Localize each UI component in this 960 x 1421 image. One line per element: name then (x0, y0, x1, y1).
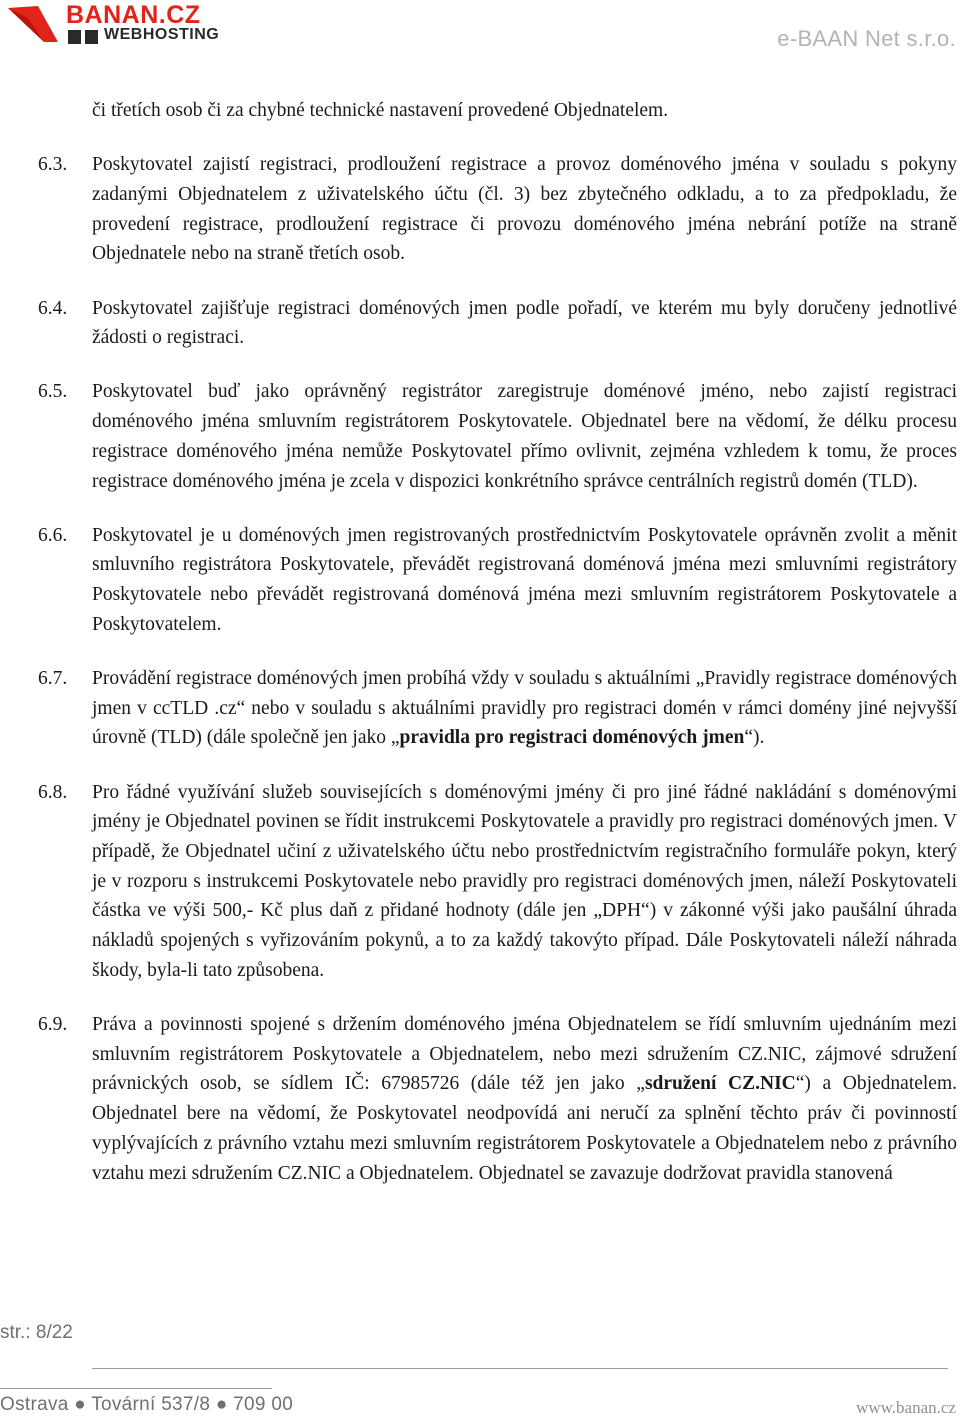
clause-text: Poskytovatel zajistí registraci, prodloužení registrace a provoz doménového jména v souladu s pokyny zadanými Objednatelem z uživatelského účtu (čl. 3) bez zbytečného odkladu, a to za předpokladu, že provedení registrace, prodloužení registrace či provozu doménového jména nebrání potíže na straně Objednatele nebo na straně třetích osob. (92, 154, 957, 265)
logo-subtitle: WEBHOSTING (104, 26, 220, 43)
clause-text-part: “). (744, 727, 765, 749)
clause-6-5 (0, 377, 960, 496)
footer-address: Ostrava ● Tovární 537/8 ● 709 00 (0, 1394, 294, 1415)
footer-rule (92, 1368, 948, 1369)
clause-text (92, 664, 957, 753)
footer-website: www.banan.cz (856, 1398, 956, 1417)
footer-divider (0, 1388, 272, 1389)
logo-brand-text: BANAN.CZ (66, 1, 201, 29)
clause-text: Poskytovatel buď jako oprávněný registrátor zaregistruje doménové jméno, nebo zajistí registraci doménového jména smluvním registrátorem Poskytovatele. Objednatel bere na vědomí, že délku procesu registrace doménového jména nemůže Poskytovatel přímo ovlivnit, zejména vzhledem k tomu, že proces registrace doménového jména je zcela v dispozici konkrétního správce centrálních registrů domén (TLD). (92, 381, 957, 492)
clause-text: Poskytovatel zajišťuje registraci doménových jmen podle pořadí, ve kterém mu byly doručeny jednotlivé žádosti o registraci. (92, 297, 957, 349)
clause-6-8 (0, 778, 960, 986)
clause-6-7 (0, 664, 960, 753)
clause-number: 6.3. (38, 154, 68, 176)
clause-number: 6.7. (38, 668, 68, 690)
clause-text-part: Práva a povinnosti spojené s držením doménového jména Objednatelem se řídí smluvním ujednáním mezi smluvním registrátorem Poskytovatele a Objednatelem, nebo mezi sdružením CZ.NIC, zájmové sdružení právnických osob, se sídlem IČ: 67985726 (dále též jen jako „ (92, 1014, 957, 1095)
clause-6-9 (0, 1010, 960, 1188)
logo-bars-icon (68, 30, 100, 44)
banana-icon (4, 2, 62, 44)
page-number: str.: 8/22 (0, 1322, 73, 1343)
clause-number: 6.4. (38, 297, 68, 319)
continuation-paragraph (0, 96, 960, 126)
banan-logo (4, 2, 244, 46)
defined-term: sdružení CZ.NIC (644, 1073, 796, 1095)
clause-number: 6.6. (38, 524, 68, 546)
clause-number: 6.8. (38, 781, 68, 803)
defined-term: pravidla pro registraci doménových jmen (399, 727, 745, 749)
clause-6-6 (0, 521, 960, 640)
clause-number: 6.9. (38, 1014, 68, 1036)
clause-text-part: “) a Objednatelem. Objednatel bere na vědomí, že Poskytovatel neodpovídá ani neručí za splnění těchto práv či povinností vyplývajících z právního vztahu mezi smluvním registrátorem Poskytovatele a Objednatelem nebo z právního vztahu mezi sdružením CZ.NIC a Objednatelem. Objednatel se zavazuje dodržovat pravidla stanovená (92, 1073, 958, 1184)
company-name: e-BAAN Net s.r.o. (777, 26, 956, 51)
clause-6-4 (0, 294, 960, 353)
clause-text: Pro řádné využívání služeb souvisejících s doménovými jmény či pro jiné řádné nakládání s doménovými jmény je Objednatel povinen se řídit instrukcemi Poskytovatele a pravidly pro registraci doménových jmen. V případě, že Objednatel učiní z uživatelského účtu nebo prostřednictvím registračního formuláře pokyn, který je v rozporu s instrukcemi Poskytovatele nebo pravidly pro registraci doménových jmen, náleží Poskytovateli částka ve výši 500,- Kč plus daň z přidané hodnoty (dále jen „DPH“) v zákonné výši jako paušální úhrada nákladů spojených s vyřizováním pokynů, a to za každý takovýto případ. Dále Poskytovateli náleží náhrada škody, byla-li tato způsobena. (92, 781, 957, 981)
clause-text: Poskytovatel je u doménových jmen registrovaných prostřednictvím Poskytovatele oprávněn zvolit a měnit smluvního registrátora Poskytovatele, převádět registrovaná doménová jména mezi smluvními registrátory Poskytovatele nebo převádět registrovaná doménová jména mezi smluvním registrátorem Poskytovatele a Poskytovatelem. (92, 524, 957, 635)
clause-6-3 (0, 150, 960, 269)
clause-number: 6.5. (38, 381, 68, 403)
clause-text-part: Provádění registrace doménových jmen probíhá vždy v souladu s aktuálními „Pravidly registrace doménových jmen v ccTLD .cz“ nebo v souladu s aktuálními pravidly pro registraci domén v rámci domény jiné nejvyšší úrovně (TLD) (dále společně jen jako „ (92, 668, 957, 749)
document-body (0, 96, 960, 1213)
clause-text (92, 1010, 957, 1188)
paragraph-text: či třetích osob či za chybné technické nastavení provedené Objednatelem. (92, 100, 669, 121)
